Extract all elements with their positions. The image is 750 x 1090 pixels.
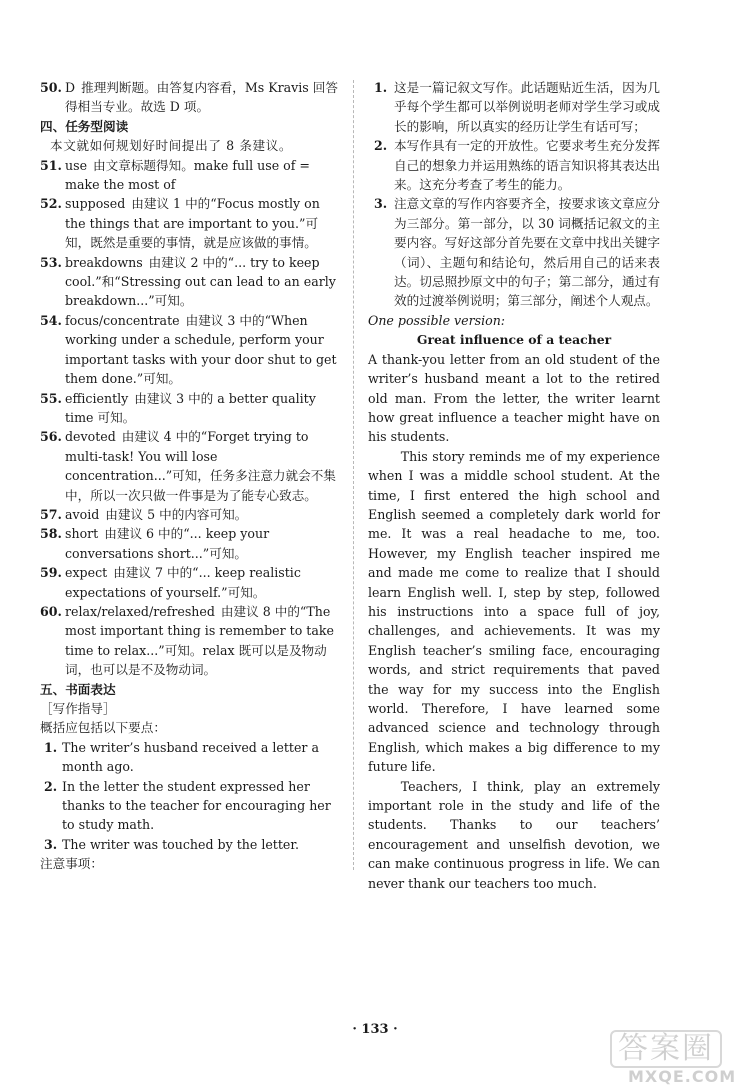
item-explanation: 由建议 6 中的“... keep your conversations short...”可知。 <box>65 526 270 561</box>
watermark-logo-text: 答案圈 <box>610 1030 722 1068</box>
note-text: 本写作具有一定的开放性。它要求考生充分发挥自己的想象力并运用熟练的语言知识将其表达出来。这充分考查了考生的能力。 <box>394 138 660 193</box>
point-text: The writer’s husband received a letter a month ago. <box>62 739 319 775</box>
writing-guide-title: ［写作指导］ <box>40 701 116 716</box>
note-number: 2. <box>374 138 388 154</box>
note-item <box>368 78 660 136</box>
right-column <box>368 78 660 893</box>
item-number: 59. <box>40 565 62 581</box>
section-title-task-reading: 四、任务型阅读 <box>40 118 129 134</box>
item-explanation: 推理判断题。由答复内容看，Ms Kravis 回答得相当专业。故选 D 项。 <box>65 80 338 115</box>
left-column <box>40 78 340 874</box>
version-label: One possible version: <box>368 312 506 328</box>
page-number: · 133 · <box>352 1022 398 1037</box>
item-explanation: 由文章标题得知。make full use of = make the most of <box>65 157 310 193</box>
answer-item-52 <box>40 194 340 252</box>
answer-item-58 <box>40 524 340 563</box>
item-answer: efficiently <box>65 390 129 406</box>
item-explanation: 由建议 3 中的 a better quality time 可知。 <box>65 390 316 425</box>
point-number: 2. <box>44 778 58 794</box>
item-explanation: 由建议 1 中的“Focus mostly on the things that are important to you.”可知，既然是重要的事情，就是应该做的事情。 <box>65 196 320 251</box>
essay-title: Great influence of a teacher <box>416 332 612 348</box>
item-explanation: 由建议 5 中的内容可知。 <box>105 506 248 522</box>
notes-title: 注意事项： <box>40 856 103 872</box>
answer-item-60 <box>40 602 340 680</box>
note-text: 这是一篇记叙文写作。此话题贴近生活，因为几乎每个学生都可以举例说明老师对学生学习或成长的影响，所以真实的经历让学生有话可写； <box>394 80 660 134</box>
item-answer: focus/concentrate <box>65 312 180 328</box>
answer-item-50 <box>40 78 340 117</box>
essay-paragraph: A thank-you letter from an old student of the writer’s husband meant a lot to the retired old man. From the letter, the writer learnt how great influence a teacher might have on his students. <box>368 351 660 445</box>
point-number: 1. <box>44 739 58 755</box>
answer-item-55 <box>40 389 340 428</box>
item-answer: supposed <box>65 196 126 212</box>
item-explanation: 由建议 3 中的“When working under a schedule, perform your important tasks with your door shut to get them done.”可知。 <box>65 312 337 387</box>
section-note: 本文就如何规划好时间提出了 8 条建议。 <box>50 138 293 154</box>
note-item <box>368 194 660 310</box>
column-divider <box>353 80 354 870</box>
point-text: In the letter the student expressed her thanks to the teacher for encouraging her to study math. <box>62 778 331 833</box>
item-answer: breakdowns <box>65 254 143 270</box>
item-number: 54. <box>40 312 62 328</box>
summary-point <box>40 777 340 835</box>
item-answer: use <box>65 157 88 173</box>
item-answer: expect <box>65 565 108 581</box>
summary-point <box>40 835 340 854</box>
note-item <box>368 136 660 194</box>
item-explanation: 由建议 7 中的“... keep realistic expectations of yourself.”可知。 <box>65 565 301 600</box>
item-number: 50. <box>40 80 62 95</box>
item-number: 56. <box>40 429 62 445</box>
item-explanation: 由建议 4 中的“Forget trying to multi-task! You will lose concentration...”可知，任务多注意力就会不集中，所以一次只做一件事是为了能专心致志。 <box>65 429 336 503</box>
item-number: 51. <box>40 157 62 173</box>
note-number: 1. <box>374 80 388 95</box>
item-explanation: 由建议 8 中的“The most important thing is remember to take time to relax...”可知。relax 既可以是及物动词，也可以是不及物动词。 <box>65 603 334 678</box>
note-number: 3. <box>374 196 388 212</box>
item-number: 55. <box>40 390 62 406</box>
point-number: 3. <box>44 836 58 852</box>
answer-item-54 <box>40 311 340 389</box>
item-answer: avoid <box>65 506 100 522</box>
item-answer: relax/relaxed/refreshed <box>65 603 215 619</box>
item-number: 52. <box>40 196 62 212</box>
item-number: 57. <box>40 506 62 522</box>
summary-point <box>40 738 340 777</box>
answer-item-57 <box>40 505 340 524</box>
item-number: 53. <box>40 254 62 270</box>
watermark-url: MXQE.COM <box>628 1067 737 1086</box>
item-number: 60. <box>40 603 62 619</box>
item-answer: D <box>65 80 76 95</box>
item-number: 58. <box>40 526 62 542</box>
essay-paragraph: This story reminds me of my experience when I was a middle school student. At the time, I first entered the high school and English seemed a completely dark world for me. It was a real headache to me, too. However, my English teacher inspired me and made me come to realize that I should learn English well. I, step by step, followed his instructions into a space full of joy, challenges, and achievements. It was my English teacher’s smiling face, encouraging words, and strict requirements that paved the way for my success into the English world. Therefore, I have learned some advanced science and technology through English, which makes a big difference to my future life. <box>368 448 660 775</box>
note-text: 注意文章的写作内容要齐全，按要求该文章应分为三部分。第一部分，以 30 词概括记叙文的主要内容。写好这部分首先要在文章中找出关键字（词）、主题句和结论句，然后用自己的话来表达。切忌照抄原文中的句子；第二部分，通过有效的过渡举例说明；第三部分，阐述个人观点。 <box>394 196 660 309</box>
answer-item-59 <box>40 563 340 602</box>
point-text: The writer was touched by the letter. <box>62 836 300 852</box>
summary-intro: 概括应包括以下要点： <box>40 720 166 736</box>
answer-item-53 <box>40 253 340 311</box>
answer-item-56 <box>40 427 340 505</box>
item-answer: short <box>65 526 99 542</box>
item-explanation: 由建议 2 中的“... try to keep cool.”和“Stressing out can lead to an early breakdown...”可知。 <box>65 254 336 309</box>
section-title-writing: 五、书面表达 <box>40 681 116 697</box>
item-answer: devoted <box>65 429 116 445</box>
essay-paragraph: Teachers, I think, play an extremely important role in the study and life of the students. Thanks to our teachers’ encouragement and unselfish devotion, we can make continuous progress in life. We can never thank our teachers too much. <box>368 778 660 891</box>
answer-item-51 <box>40 156 340 195</box>
